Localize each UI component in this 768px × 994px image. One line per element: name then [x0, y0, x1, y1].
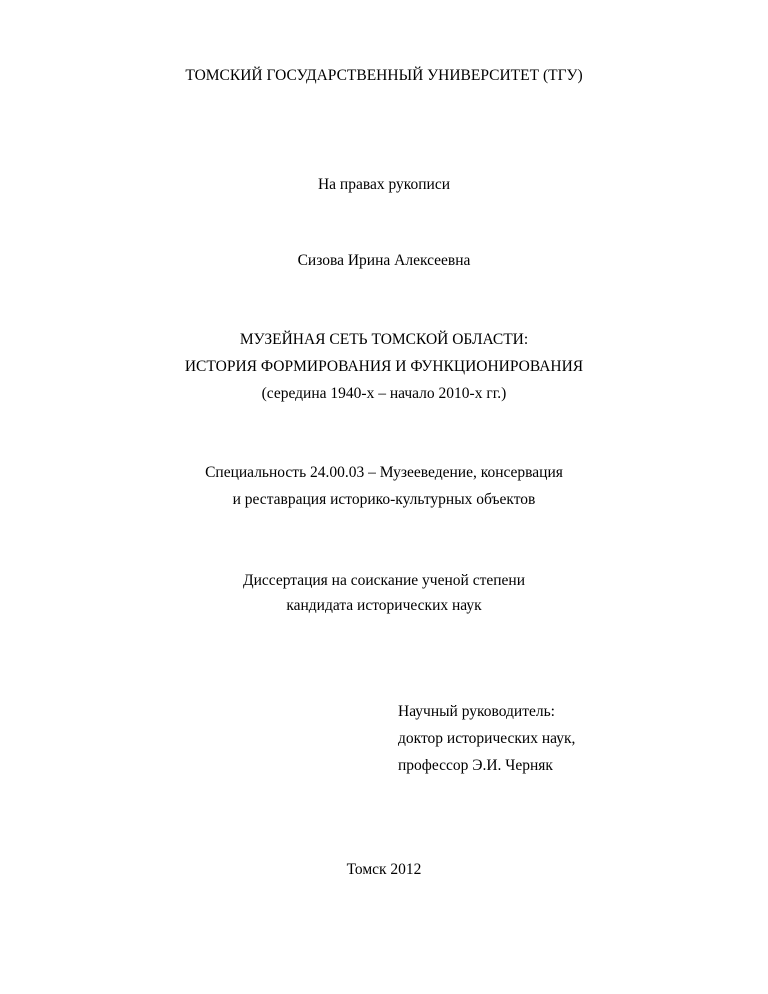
- supervisor-block: [398, 702, 738, 782]
- dissertation-title-period: (середина 1940-х – начало 2010-х гг.): [261, 385, 507, 402]
- supervisor-label: Научный руководитель:: [398, 703, 555, 720]
- place-and-year: Томск 2012: [346, 861, 422, 878]
- supervisor-degree: доктор исторических наук,: [398, 730, 576, 747]
- degree-line-1: Диссертация на соискание ученой степени: [243, 572, 525, 589]
- dissertation-title-line-2: ИСТОРИЯ ФОРМИРОВАНИЯ И ФУНКЦИОНИРОВАНИЯ: [184, 358, 584, 375]
- specialty-line-2: и реставрация историко-культурных объектов: [232, 491, 536, 508]
- university-name: ТОМСКИЙ ГОСУДАРСТВЕННЫЙ УНИВЕРСИТЕТ (ТГУ): [185, 67, 583, 84]
- degree-line-2: кандидата исторических наук: [286, 597, 482, 614]
- dissertation-title-line-1: МУЗЕЙНАЯ СЕТЬ ТОМСКОЙ ОБЛАСТИ:: [239, 331, 529, 348]
- specialty-line-1: Специальность 24.00.03 – Музееведение, консервация: [205, 464, 563, 481]
- author-name: Сизова Ирина Алексеевна: [297, 252, 471, 269]
- manuscript-rights-note: На правах рукописи: [317, 176, 451, 193]
- supervisor-name: профессор Э.И. Черняк: [398, 757, 553, 774]
